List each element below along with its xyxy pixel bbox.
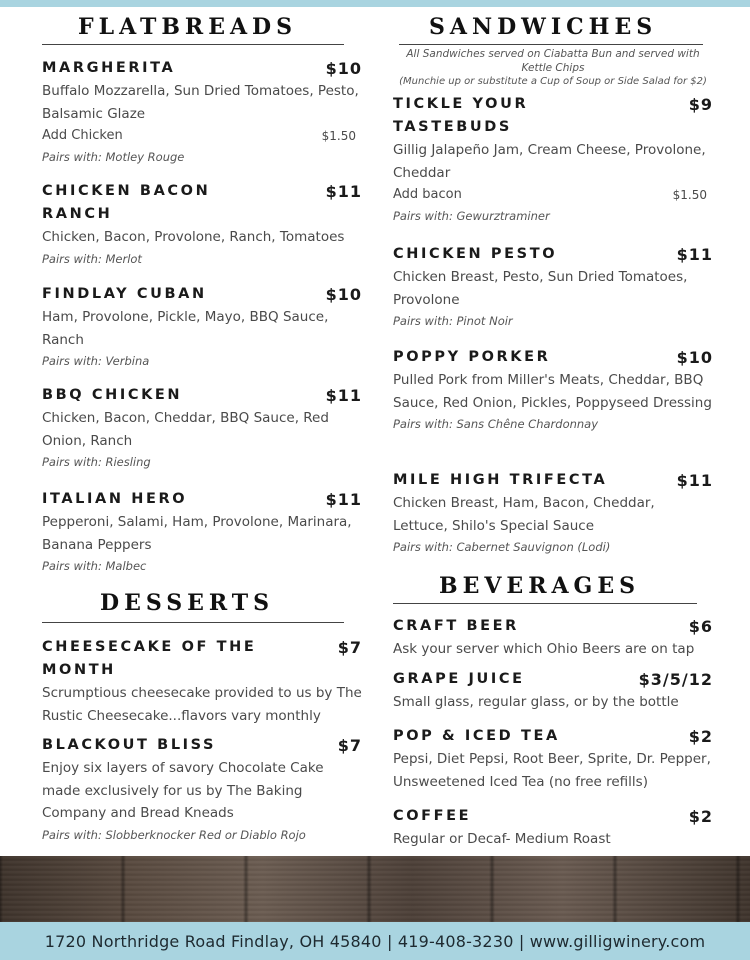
item-description: Buffalo Mozzarella, Sun Dried Tomatoes, Pesto, Balsamic Glaze bbox=[42, 83, 359, 122]
item-description: Ham, Provolone, Pickle, Mayo, BBQ Sauce, Ranch bbox=[42, 309, 329, 348]
item-name: MARGHERITA bbox=[42, 60, 176, 76]
menu-item-tickle-your-tastebuds bbox=[393, 93, 713, 226]
item-description: Ask your server which Ohio Beers are on tap bbox=[393, 641, 695, 657]
item-price: $6 bbox=[688, 617, 713, 636]
wine-pairing: Pairs with: Cabernet Sauvignon (Lodi) bbox=[393, 540, 611, 554]
item-name: FINDLAY CUBAN bbox=[42, 286, 207, 302]
menu-item-mile-high-trifecta bbox=[393, 469, 713, 557]
item-description: Pulled Pork from Miller's Meats, Cheddar, BBQ Sauce, Red Onion, Pickles, Poppyseed Dressing bbox=[393, 372, 712, 411]
sandwich-note: All Sandwiches served on Ciabatta Bun and served with Kettle Chips bbox=[406, 48, 700, 74]
menu-item-poppy-porker bbox=[393, 346, 713, 434]
item-description: Small glass, regular glass, or by the bottle bbox=[393, 694, 679, 710]
item-description: Chicken, Bacon, Cheddar, BBQ Sauce, Red Onion, Ranch bbox=[42, 410, 329, 449]
wine-pairing: Pairs with: Motley Rouge bbox=[42, 150, 185, 164]
wine-pairing: Pairs with: Verbina bbox=[42, 354, 150, 368]
sandwich-substitute-note: (Munchie up or substitute a Cup of Soup or Side Salad for $2) bbox=[399, 76, 707, 87]
menu-item-cheesecake bbox=[42, 636, 362, 727]
wine-pairing: Pairs with: Malbec bbox=[42, 559, 147, 573]
menu-item-grape-juice bbox=[393, 668, 713, 714]
item-price: $11 bbox=[325, 490, 362, 509]
menu-item-italian-hero bbox=[42, 488, 362, 576]
item-name: CRAFT BEER bbox=[393, 618, 519, 634]
add-on-label: Add bacon bbox=[393, 187, 462, 202]
item-price: $10 bbox=[325, 59, 362, 78]
item-description: Enjoy six layers of savory Chocolate Cake made exclusively for us by The Baking Company and Bread Kneads bbox=[42, 760, 324, 821]
item-price: $7 bbox=[337, 638, 362, 657]
item-name: ITALIAN HERO bbox=[42, 491, 188, 507]
desserts-rule bbox=[42, 622, 344, 623]
wine-pairing: Pairs with: Pinot Noir bbox=[393, 314, 513, 328]
menu-item-blackout-bliss bbox=[42, 734, 362, 845]
add-on-price: $1.50 bbox=[672, 188, 707, 202]
item-name: CHICKEN PESTO bbox=[393, 246, 558, 262]
item-name: COFFEE bbox=[393, 808, 472, 824]
menu-item-findlay-cuban bbox=[42, 283, 362, 371]
add-on-row bbox=[42, 125, 362, 147]
flatbreads-rule bbox=[42, 44, 344, 45]
add-on-row bbox=[393, 184, 713, 206]
sandwiches-rule bbox=[399, 44, 703, 45]
item-description: Pepsi, Diet Pepsi, Root Beer, Sprite, Dr. Pepper, Unsweetened Iced Tea (no free refills) bbox=[393, 751, 711, 790]
menu-item-pop-iced-tea bbox=[393, 725, 713, 793]
menu-item-margherita bbox=[42, 57, 362, 167]
item-price: $11 bbox=[676, 245, 713, 264]
wine-pairing: Pairs with: Sans Chêne Chardonnay bbox=[393, 417, 599, 431]
add-on-price: $1.50 bbox=[321, 129, 356, 143]
item-name: MILE HIGH TRIFECTA bbox=[393, 472, 608, 488]
add-on-label: Add Chicken bbox=[42, 128, 123, 143]
beverages-rule bbox=[393, 603, 697, 604]
sandwiches-title: SANDWICHES bbox=[429, 14, 658, 40]
item-name: BBQ CHICKEN bbox=[42, 387, 183, 403]
footer-bar bbox=[0, 922, 750, 960]
item-price: $11 bbox=[676, 471, 713, 490]
item-description: Chicken Breast, Ham, Bacon, Cheddar, Lettuce, Shilo's Special Sauce bbox=[393, 495, 655, 534]
item-description: Chicken, Bacon, Provolone, Ranch, Tomatoes bbox=[42, 229, 345, 245]
desserts-title: DESSERTS bbox=[100, 590, 275, 616]
item-price: $7 bbox=[337, 736, 362, 755]
item-price: $3/5/12 bbox=[638, 670, 713, 689]
item-name: CHICKEN BACON RANCH bbox=[42, 183, 211, 222]
flatbreads-title: FLATBREADS bbox=[78, 14, 298, 40]
item-description: Pepperoni, Salami, Ham, Provolone, Marinara, Banana Peppers bbox=[42, 514, 352, 553]
top-accent-bar bbox=[0, 0, 750, 7]
wine-pairing: Pairs with: Gewurztraminer bbox=[393, 209, 550, 223]
menu-item-chicken-bacon-ranch bbox=[42, 180, 362, 269]
item-price: $9 bbox=[688, 95, 713, 114]
footer-contact: 1720 Northridge Road Findlay, OH 45840 | 419-408-3230 | www.gilligwinery.com bbox=[44, 931, 706, 951]
wine-pairing: Pairs with: Slobberknocker Red or Diablo Rojo bbox=[42, 827, 306, 842]
wood-texture-band bbox=[0, 856, 750, 922]
item-price: $11 bbox=[325, 386, 362, 405]
item-price: $11 bbox=[325, 182, 362, 201]
item-name: CHEESECAKE OF THE MONTH bbox=[42, 639, 257, 678]
menu-item-craft-beer bbox=[393, 615, 713, 661]
wine-pairing: Pairs with: Merlot bbox=[42, 251, 142, 266]
item-name: POPPY PORKER bbox=[393, 349, 551, 365]
item-name: TICKLE YOUR TASTEBUDS bbox=[393, 96, 529, 135]
item-price: $2 bbox=[688, 807, 713, 826]
item-name: GRAPE JUICE bbox=[393, 671, 525, 687]
item-description: Regular or Decaf- Medium Roast bbox=[393, 831, 611, 847]
menu-item-bbq-chicken bbox=[42, 384, 362, 472]
item-price: $10 bbox=[676, 348, 713, 367]
item-price: $10 bbox=[325, 285, 362, 304]
wine-pairing: Pairs with: Riesling bbox=[42, 455, 151, 469]
menu-item-chicken-pesto bbox=[393, 243, 713, 331]
item-description: Scrumptious cheesecake provided to us by The Rustic Cheesecake...flavors vary monthly bbox=[42, 685, 362, 724]
item-name: POP & ICED TEA bbox=[393, 728, 560, 744]
item-description: Chicken Breast, Pesto, Sun Dried Tomatoes, Provolone bbox=[393, 269, 688, 308]
item-description: Gillig Jalapeño Jam, Cream Cheese, Provolone, Cheddar bbox=[393, 142, 706, 181]
menu-item-coffee bbox=[393, 805, 713, 851]
item-price: $2 bbox=[688, 727, 713, 746]
beverages-title: BEVERAGES bbox=[439, 573, 640, 599]
item-name: BLACKOUT BLISS bbox=[42, 737, 217, 753]
